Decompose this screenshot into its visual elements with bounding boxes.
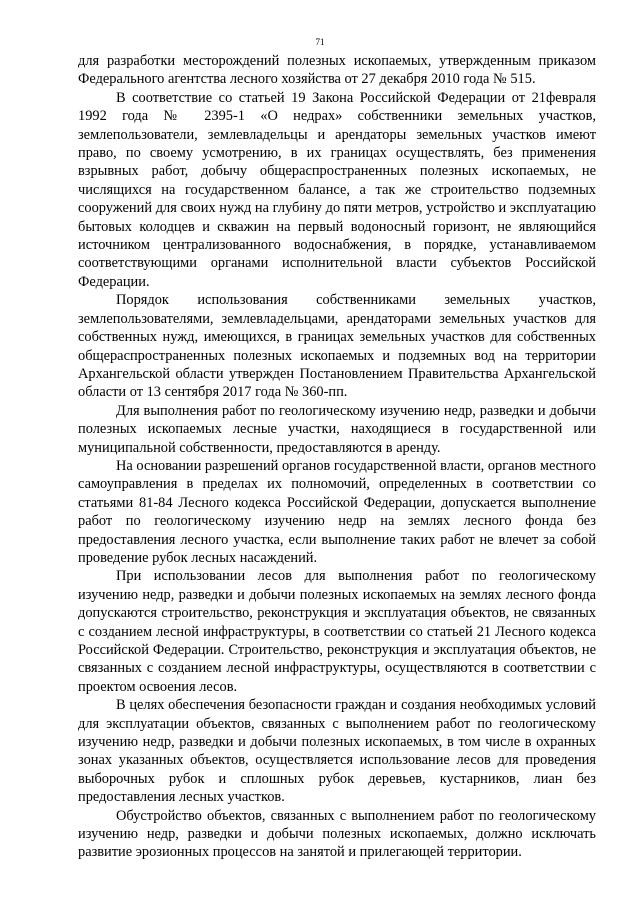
paragraph: На основании разрешений органов государственной власти, органов местного самоуправления в пределах их полномочий, определенных в соответствии со статьями 81-84 Лесного кодекса Российской Федерации, допускается выполнение работ по геологическому изучению недр на землях лесного фонда без предоставления лесного участка, если выполнение таких работ не влечет за собой проведение рубок лесных насаждений. — [78, 457, 596, 566]
paragraph: В целях обеспечения безопасности граждан и создания необходимых условий для эксплуатации объектов, связанных с выполнением работ по геологическому изучению недр, разведки и добычи полезных ископаемых, в том числе в охранных зонах указанных объектов, осуществляется использование лесов для проведения выборочных рубок и сплошных рубок деревьев, кустарников, лиан без предоставления лесных участков. — [78, 697, 596, 806]
body-text — [78, 52, 596, 862]
paragraph: В соответствие со статьей 19 Закона Российской Федерации от 21февраля 1992 года № 2395-1 «О недрах» собственники земельных участков, землепользователи, землевладельцы и арендаторы земельных участков имеют право, по своему усмотрению, в их границах осуществлять, без применения взрывных работ, добычу общераспространенных полезных ископаемых, не числящихся на государственном балансе, а так же строительство подземных сооружений для своих нужд на глубину до пяти метров, устройство и эксплуатацию бытовых колодцев и скважин на первый водоносный горизонт, не являющийся источником централизованного водоснабжения, в порядке, устанавливаемом соответствующими органами исполнительной власти субъектов Российской Федерации. — [78, 89, 596, 290]
paragraph: Обустройство объектов, связанных с выполнением работ по геологическому изучению недр, разведки и добычи полезных ископаемых, должно исключать развитие эрозионных процессов на занятой и прилегающей территории. — [78, 807, 596, 861]
page-number: 71 — [315, 37, 325, 47]
paragraph: Для выполнения работ по геологическому изучению недр, разведки и добычи полезных ископаемых лесные участки, находящиеся в государственной или муниципальной собственности, предоставляются в аренду. — [78, 402, 596, 456]
paragraph: Порядок использования собственниками земельных участков, землепользователями, землевладельцами, арендаторами земельных участков для собственных нужд, имеющихся, в границах земельных участков для собственных общераспространенных полезных ископаемых и подземных вод на территории Архангельской области утвержден Постановлением Правительства Архангельской области от 13 сентября 2017 года № 360-пп. — [78, 292, 596, 401]
paragraph: При использовании лесов для выполнения работ по геологическому изучению недр, разведки и добычи полезных ископаемых на землях лесного фонда допускаются строительство, реконструкция и эксплуатация объектов, не связанных с созданием лесной инфраструктуры, в соответствии со статьей 21 Лесного кодекса Российской Федерации. Строительство, реконструкция и эксплуатация объектов, не связанных с созданием лесной инфраструктуры, осуществляются в соответствии с проектом освоения лесов. — [78, 568, 596, 695]
paragraph: для разработки месторождений полезных ископаемых, утвержденным приказом Федерального агентства лесного хозяйства от 27 декабря 2010 года № 515. — [78, 53, 596, 88]
